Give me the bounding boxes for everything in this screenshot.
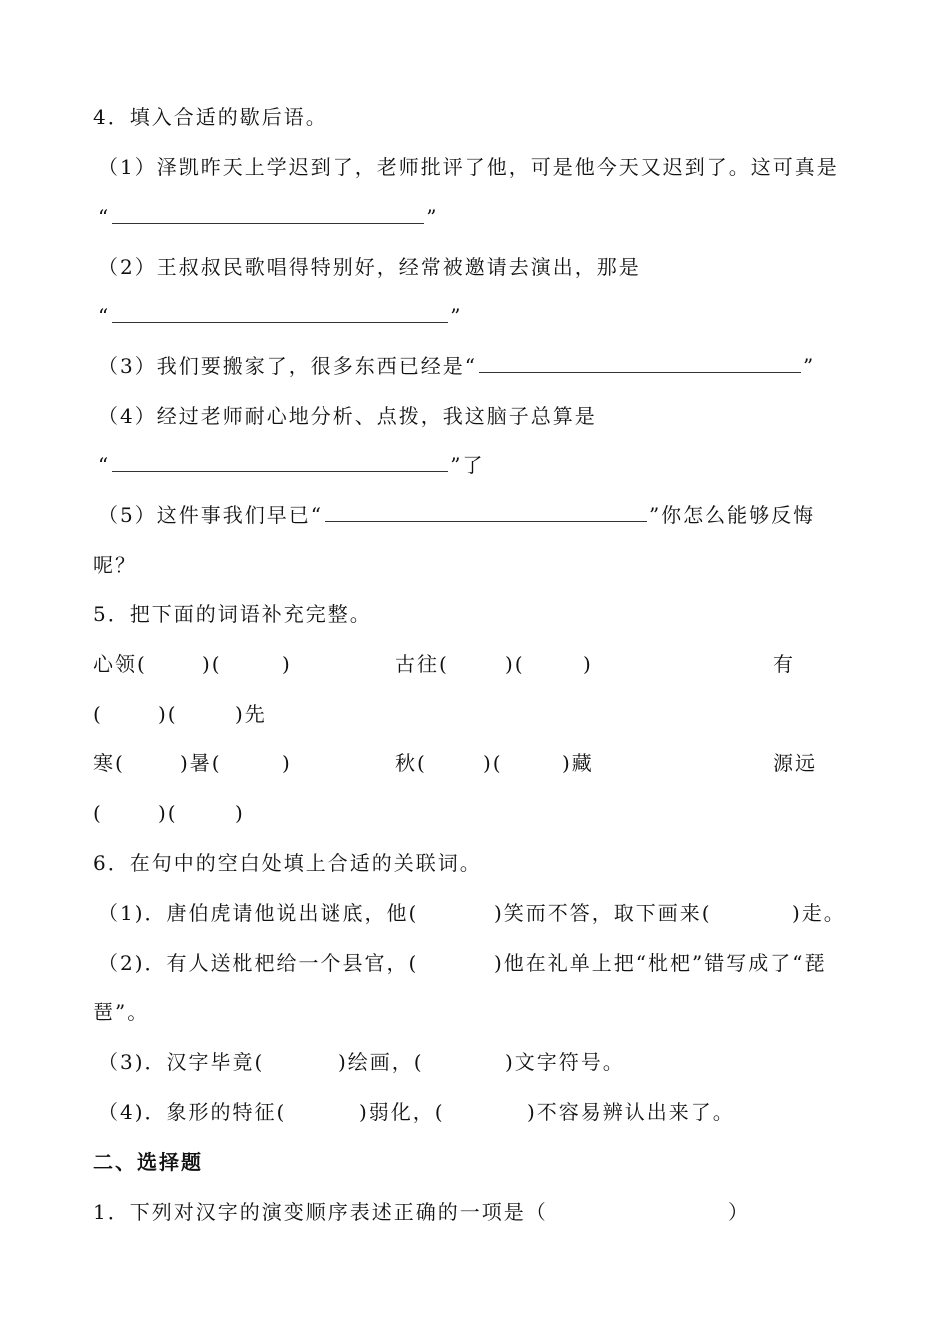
- q4-item-5-tail: ”你怎么能够反悔: [648, 503, 816, 527]
- q6-s1-b: )笑而不答，取下画来(: [494, 901, 712, 925]
- close-quote: ”: [802, 354, 816, 378]
- answer-blank[interactable]: [112, 302, 448, 323]
- idiom-2-part-c: ): [583, 652, 593, 676]
- q4-item-3: [0, 352, 950, 380]
- open-quote: “: [98, 304, 111, 328]
- q4-item-4: （4）经过老师耐心地分析、点拨，我这脑子总算是: [98, 404, 597, 428]
- q6-s3-a: （3)．汉字毕竟(: [98, 1050, 265, 1074]
- answer-blank[interactable]: [112, 203, 424, 224]
- q4-title: 4．填入合适的歇后语。: [93, 105, 328, 129]
- answer-blank[interactable]: [325, 501, 647, 522]
- close-quote: ”: [450, 304, 463, 328]
- idiom-3-part-b: (: [93, 702, 103, 726]
- idiom-6-part-a: 源远: [773, 751, 817, 775]
- answer-blank[interactable]: [479, 352, 801, 373]
- idiom-6-part-b: (: [93, 801, 103, 825]
- q4-item-1: （1）泽凯昨天上学迟到了，老师批评了他，可是他今天又迟到了。这可真是: [98, 155, 839, 179]
- q4-item-4-answer-line: [0, 451, 950, 479]
- close-quote-le: ”了: [450, 453, 485, 477]
- open-quote: “: [98, 205, 111, 229]
- q6-s3-b: )绘画，(: [338, 1050, 424, 1074]
- q4-item-1-answer-line: [0, 203, 950, 231]
- open-quote: “: [98, 453, 111, 477]
- idiom-1-part-b: )(: [202, 652, 222, 676]
- idiom-5-part-a: 秋(: [395, 751, 427, 775]
- q6-s1-a: （1)．唐伯虎请他说出谜底，他(: [98, 901, 419, 925]
- s2-q1-close: ）: [728, 1200, 750, 1224]
- idiom-2-part-b: )(: [505, 652, 525, 676]
- close-quote: ”: [426, 205, 439, 229]
- idiom-1-part-a: 心领(: [93, 652, 147, 676]
- s2-q1-text: 1．下列对汉字的演变顺序表述正确的一项是（: [93, 1200, 548, 1224]
- q5-title: 5．把下面的词语补充完整。: [93, 602, 372, 626]
- idiom-1-part-c: ): [282, 652, 292, 676]
- idiom-5-part-c: )藏: [562, 751, 594, 775]
- idiom-3-part-c: )(: [158, 702, 178, 726]
- section-2-heading: 二、选择题: [93, 1150, 203, 1174]
- q6-s4-a: （4)．象形的特征(: [98, 1100, 287, 1124]
- q4-item-5-cont: 呢？: [93, 553, 137, 577]
- q6-s1-c: )走。: [792, 901, 846, 925]
- q6-s2-a: （2)．有人送枇杷给一个县官，(: [98, 951, 419, 975]
- idiom-3-part-d: )先: [235, 702, 267, 726]
- idiom-3-part-a: 有: [773, 652, 795, 676]
- q4-item-5: [0, 501, 950, 529]
- idiom-5-part-b: )(: [483, 751, 503, 775]
- q4-item-2: （2）王叔叔民歌唱得特别好，经常被邀请去演出，那是: [98, 255, 641, 279]
- idiom-4-part-a: 寒(: [93, 751, 125, 775]
- q6-s4-c: )不容易辨认出来了。: [527, 1100, 735, 1124]
- q6-s3-c: )文字符号。: [505, 1050, 625, 1074]
- answer-blank[interactable]: [112, 451, 448, 472]
- q4-item-3-text: （3）我们要搬家了，很多东西已经是“: [98, 354, 477, 378]
- idiom-4-part-b: )暑(: [180, 751, 222, 775]
- q4-item-5-text: （5）这件事我们早已“: [98, 503, 323, 527]
- idiom-6-part-c: )(: [158, 801, 178, 825]
- idiom-2-part-a: 古往(: [395, 652, 449, 676]
- idiom-4-part-c: ): [282, 751, 292, 775]
- q6-s2-b: )他在礼单上把“枇杷”错写成了“琵: [494, 951, 827, 975]
- idiom-6-part-d: ): [235, 801, 245, 825]
- q6-sentence-2-cont: 琶”。: [93, 1000, 150, 1024]
- q6-title: 6．在句中的空白处填上合适的关联词。: [93, 851, 482, 875]
- q4-item-2-answer-line: [0, 302, 950, 330]
- q6-s4-b: )弱化，(: [359, 1100, 445, 1124]
